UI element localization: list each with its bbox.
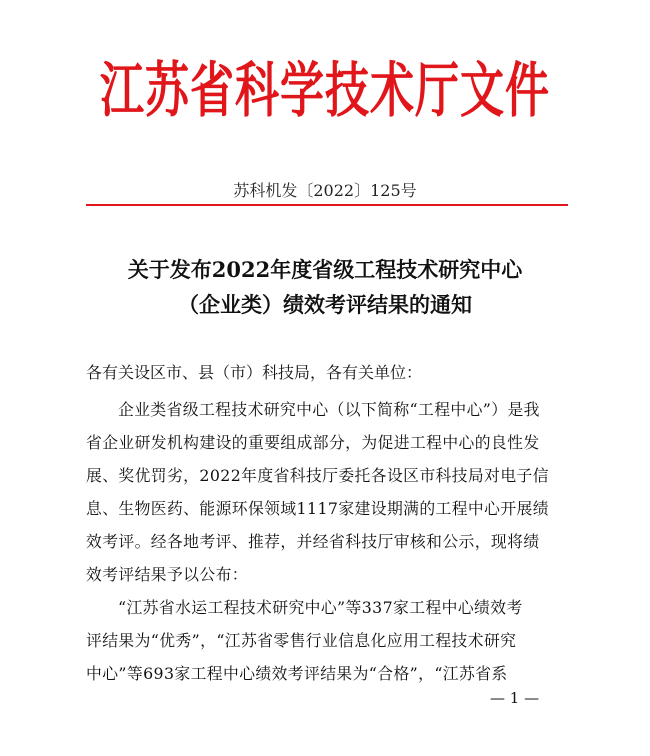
body-line: “江苏省水运工程技术研究中心”等337家工程中心绩效考 [118, 598, 523, 617]
body-line: 省企业研发机构建设的重要组成部分，为促进工程中心的良性发 [86, 433, 540, 452]
body-line: 企业类省级工程技术研究中心（以下简称“工程中心”）是我 [118, 400, 540, 419]
body-line: 评结果为“优秀”，“江苏省零售行业信息化应用工程技术研究 [86, 631, 517, 650]
red-divider-line [86, 204, 568, 206]
body-line: 展、奖优罚劣，2022年度省科技厅委托各设区市科技局对电子信 [86, 466, 549, 485]
body-line: 息、生物医药、能源环保领域1117家建设期满的工程中心开展绩 [86, 499, 549, 518]
salutation: 各有关设区市、县（市）科技局，各有关单位： [86, 363, 423, 382]
notice-title-line-2: （企业类）绩效考评结果的通知 [178, 292, 472, 317]
body-line: 中心”等693家工程中心绩效考评结果为“合格”，“江苏省系 [86, 664, 508, 683]
notice-title-line-1: 关于发布2022年度省级工程技术研究中心 [127, 257, 523, 282]
document-header-title: 江苏省科学技术厅文件 [100, 56, 550, 126]
document-number: 苏科机发〔2022〕125号 [233, 181, 417, 200]
page-number: — 1 — [490, 689, 540, 707]
body-line: 效考评。经各地考评、推荐，并经省科技厅审核和公示，现将绩 [86, 532, 540, 551]
body-line: 效考评结果予以公布： [86, 565, 248, 584]
